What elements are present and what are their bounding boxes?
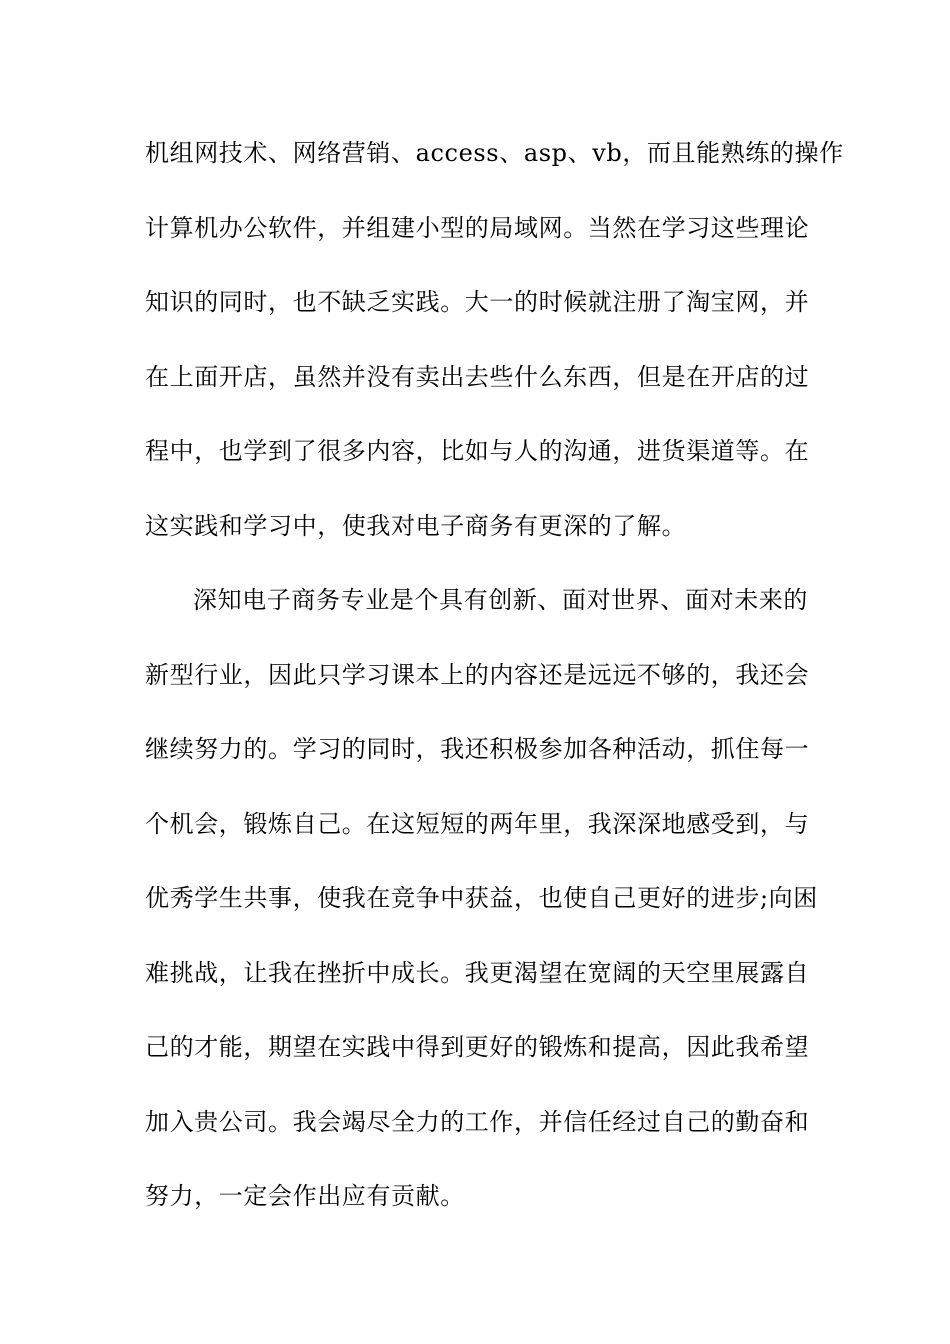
paragraph-line: 程中，也学到了很多内容，比如与人的沟通，进货渠道等。在 bbox=[145, 437, 810, 465]
paragraph-line: 难挑战，让我在挫折中成长。我更渴望在宽阔的天空里展露自 bbox=[145, 958, 810, 987]
paragraph-line: 在上面开店，虽然并没有卖出去些什么东西，但是在开店的过 bbox=[145, 362, 810, 391]
paragraph-line: 个机会，锻炼自己。在这短短的两年里，我深深地感受到，与 bbox=[145, 809, 810, 838]
document-body bbox=[145, 131, 844, 1249]
paragraph-1 bbox=[145, 131, 844, 578]
paragraph-line: 机组网技术、网络营销、access、asp、vb，而且能熟练的操作 bbox=[145, 139, 844, 167]
paragraph-line: 努力，一定会作出应有贡献。 bbox=[145, 1182, 465, 1210]
paragraph-line: 深知电子商务专业是个具有创新、面对世界、面对未来的 bbox=[193, 586, 808, 614]
paragraph-line: 计算机办公软件，并组建小型的局域网。当然在学习这些理论 bbox=[145, 213, 810, 242]
paragraph-line: 知识的同时，也不缺乏实践。大一的时候就注册了淘宝网，并 bbox=[145, 288, 810, 316]
paragraph-2 bbox=[145, 578, 818, 1249]
paragraph-line: 这实践和学习中，使我对电子商务有更深的了解。 bbox=[145, 511, 687, 540]
paragraph-line: 己的才能，期望在实践中得到更好的锻炼和提高，因此我希望 bbox=[145, 1033, 810, 1061]
paragraph-line: 加入贵公司。我会竭尽全力的工作，并信任经过自己的勤奋和 bbox=[145, 1107, 810, 1136]
paragraph-line: 优秀学生共事，使我在竞争中获益，也使自己更好的进步;向困 bbox=[145, 884, 818, 912]
paragraph-line: 继续努力的。学习的同时，我还积极参加各种活动，抓住每一 bbox=[145, 735, 810, 763]
paragraph-line: 新型行业，因此只学习课本上的内容还是远远不够的，我还会 bbox=[145, 660, 810, 689]
